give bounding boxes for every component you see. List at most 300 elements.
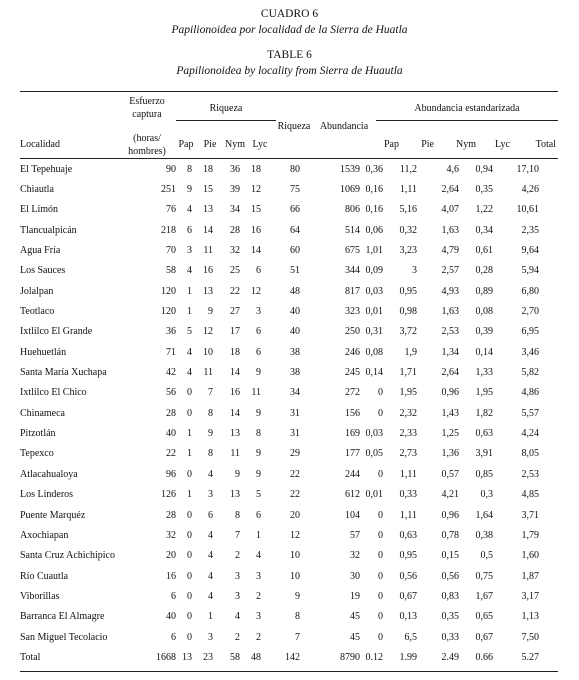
cell-total: 6,95 [521, 326, 539, 338]
header-lyc-est: Lyc [495, 139, 510, 150]
cell-lyc-est: 0,63 [475, 428, 493, 440]
header-esfuerzo-line2: captura [132, 108, 162, 120]
cell-nym: 18 [230, 346, 240, 358]
cell-localidad: Teotlaco [20, 306, 55, 318]
cell-pap: 0 [187, 570, 192, 582]
cell-pie-est: 2,33 [399, 428, 417, 440]
cell-riqueza: 31 [290, 407, 300, 419]
table-row [20, 586, 539, 606]
cell-lyc: 11 [251, 387, 261, 399]
cell-riqueza: 29 [290, 448, 300, 460]
cell-esfuerzo: 22 [166, 448, 176, 460]
cell-total: 1,13 [521, 611, 539, 623]
cell-pie: 3 [208, 631, 213, 643]
cell-pie-est: 3,23 [399, 245, 417, 257]
cell-total: 1,87 [521, 570, 539, 582]
cell-pap: 1 [187, 428, 192, 440]
cell-pie: 23 [203, 651, 213, 663]
cell-lyc: 1 [256, 529, 261, 541]
cell-nym: 14 [230, 367, 240, 379]
cell-lyc-est: 0,65 [475, 611, 493, 623]
cell-lyc-est: 0,35 [475, 184, 493, 196]
cell-lyc: 48 [251, 651, 261, 663]
cell-abundancia: 1539 [340, 163, 360, 175]
cell-abundancia: 272 [345, 387, 360, 399]
cell-pap-est: 0 [378, 407, 383, 419]
cell-pap: 1 [187, 306, 192, 318]
cell-pap-est: 0,06 [365, 224, 383, 236]
cell-pap: 0 [187, 550, 192, 562]
cell-total: 17,10 [516, 163, 539, 175]
cell-localidad: Barranca El Almagre [20, 611, 105, 623]
table-row [20, 546, 539, 566]
cell-esfuerzo: 40 [166, 428, 176, 440]
data-table [20, 159, 539, 668]
header-lyc: Lyc [252, 139, 268, 150]
cell-esfuerzo: 76 [166, 204, 176, 216]
total-row [20, 647, 539, 667]
cell-localidad: Agua Fría [20, 245, 61, 257]
cell-nym-est: 4,79 [441, 245, 459, 257]
cell-lyc-est: 1,64 [475, 509, 493, 521]
cell-total: 2,53 [521, 468, 539, 480]
header-nym-est: Nym [456, 139, 476, 150]
cell-abundancia: 169 [345, 428, 360, 440]
cell-lyc: 3 [256, 306, 261, 318]
table-row [20, 485, 539, 505]
cell-pap: 0 [187, 631, 192, 643]
table-row [20, 423, 539, 443]
cell-pap: 0 [187, 509, 192, 521]
table-row [20, 281, 539, 301]
cell-pie: 13 [203, 204, 213, 216]
cell-lyc-est: 1,33 [475, 367, 493, 379]
cell-pap-est: 0 [378, 631, 383, 643]
cell-nym-est: 2,64 [441, 367, 459, 379]
cell-lyc-est: 1,22 [475, 204, 493, 216]
cell-lyc: 6 [256, 326, 261, 338]
cell-nym-est: 0,96 [441, 387, 459, 399]
cell-lyc: 6 [256, 346, 261, 358]
cell-abundancia: 612 [345, 489, 360, 501]
cell-pap: 6 [187, 224, 192, 236]
cell-pie-est: 1,95 [399, 387, 417, 399]
cell-riqueza: 38 [290, 346, 300, 358]
cell-total: 5,94 [521, 265, 539, 277]
cell-lyc: 9 [256, 468, 261, 480]
cell-nym-est: 1,36 [441, 448, 459, 460]
cell-esfuerzo: 96 [166, 468, 176, 480]
cell-riqueza: 22 [290, 468, 300, 480]
cell-pap: 0 [187, 468, 192, 480]
cell-total: 3,46 [521, 346, 539, 358]
cell-pie-est: 0,32 [399, 224, 417, 236]
cell-pie: 15 [203, 184, 213, 196]
cell-pie: 9 [208, 306, 213, 318]
header-abundancia: Abundancia [319, 121, 369, 132]
cell-total: 5,57 [521, 407, 539, 419]
table-row [20, 403, 539, 423]
cell-abundancia: 675 [345, 245, 360, 257]
data-table-body [20, 159, 539, 668]
cell-lyc-est: 0,28 [475, 265, 493, 277]
cell-esfuerzo: 218 [161, 224, 176, 236]
cell-esfuerzo: 16 [166, 570, 176, 582]
cell-pie-est: 1,11 [399, 509, 417, 521]
cell-localidad: Ixtlilco El Grande [20, 326, 93, 338]
subtitle-spanish: Papilionoidea por localidad de la Sierra de Huatla [171, 24, 408, 36]
cell-nym-est: 0,83 [441, 590, 459, 602]
cell-nym: 32 [230, 245, 240, 257]
cell-pap-est: 0,14 [365, 367, 383, 379]
cell-riqueza: 48 [290, 285, 300, 297]
cell-nym: 28 [230, 224, 240, 236]
cell-localidad: Río Cuautla [20, 570, 69, 582]
cell-abundancia: 45 [350, 611, 360, 623]
cell-riqueza: 34 [290, 387, 300, 399]
cell-pie: 4 [208, 468, 213, 480]
cell-nym: 7 [235, 529, 240, 541]
cell-pap-est: 0,05 [365, 448, 383, 460]
cell-lyc-est: 1,67 [475, 590, 493, 602]
cell-pie: 8 [208, 407, 213, 419]
cell-localidad: Los Sauces [20, 265, 66, 277]
cell-total: 4,85 [521, 489, 539, 501]
cell-nym: 3 [235, 590, 240, 602]
cell-pap-est: 0,16 [365, 184, 383, 196]
table-row [20, 179, 539, 199]
cell-total: 1,79 [521, 529, 539, 541]
header-esfuerzo-line1: Esfuerzo [129, 96, 165, 107]
cell-esfuerzo: 42 [166, 367, 176, 379]
table-row [20, 505, 539, 525]
cell-abundancia: 177 [345, 448, 360, 460]
cell-nym: 2 [235, 631, 240, 643]
cell-nym: 22 [230, 285, 240, 297]
cell-pie-est: 1.99 [399, 651, 417, 663]
cell-abundancia: 514 [345, 224, 360, 236]
cell-pie: 6 [208, 509, 213, 521]
cell-pap-est: 0,16 [365, 204, 383, 216]
cell-total: 9,64 [521, 245, 539, 257]
cell-nym-est: 0,35 [441, 611, 459, 623]
table-row [20, 322, 539, 342]
cell-lyc: 4 [256, 550, 261, 562]
cell-total: 8,05 [521, 448, 539, 460]
cell-nym-est: 4,07 [441, 204, 459, 216]
cell-nym: 3 [235, 570, 240, 582]
cell-nym-est: 1,63 [441, 224, 459, 236]
cell-abundancia: 19 [350, 590, 360, 602]
cell-pie: 1 [208, 611, 213, 623]
cell-total: 3,71 [521, 509, 539, 521]
cell-total: 10,61 [516, 204, 539, 216]
cell-abundancia: 156 [345, 407, 360, 419]
cell-esfuerzo: 28 [166, 407, 176, 419]
cell-total: 3,17 [521, 590, 539, 602]
cell-pap-est: 0.12 [365, 651, 383, 663]
header-pie-est: Pie [421, 139, 434, 150]
cell-pap: 4 [187, 265, 192, 277]
header-pap-est: Pap [384, 139, 399, 150]
cell-pie-est: 0,95 [399, 285, 417, 297]
cell-lyc-est: 3,91 [475, 448, 493, 460]
cell-total: 1,60 [521, 550, 539, 562]
cell-nym-est: 0,78 [441, 529, 459, 541]
cell-localidad: El Tepehuaje [20, 163, 73, 175]
header-riqueza-group: Riqueza [209, 103, 243, 114]
cell-localidad: Total [20, 651, 41, 663]
cell-esfuerzo: 251 [161, 184, 176, 196]
header-riqueza: Riqueza [277, 121, 311, 132]
cell-pap: 5 [187, 326, 192, 338]
cell-pap: 1 [187, 448, 192, 460]
cell-nym: 14 [230, 407, 240, 419]
cell-pie-est: 1,11 [399, 184, 417, 196]
cell-pie: 12 [203, 326, 213, 338]
cell-pap-est: 0,08 [365, 346, 383, 358]
cell-riqueza: 7 [295, 631, 300, 643]
cell-pap-est: 0 [378, 550, 383, 562]
cell-esfuerzo: 70 [166, 245, 176, 257]
cell-abundancia: 245 [345, 367, 360, 379]
cell-esfuerzo: 40 [166, 611, 176, 623]
cell-riqueza: 20 [290, 509, 300, 521]
cell-nym-est: 1,63 [441, 306, 459, 318]
cell-pie-est: 2,32 [399, 407, 417, 419]
cell-lyc-est: 0,75 [475, 570, 493, 582]
cell-lyc: 9 [256, 448, 261, 460]
table-row [20, 261, 539, 281]
cell-pie-est: 6,5 [404, 631, 417, 643]
cell-nym: 25 [230, 265, 240, 277]
header-localidad: Localidad [20, 139, 60, 150]
cell-pie: 16 [203, 265, 213, 277]
cell-pap-est: 0,36 [365, 163, 383, 175]
cell-lyc: 2 [256, 590, 261, 602]
cell-abundancia: 1069 [340, 184, 360, 196]
cell-lyc-est: 0,67 [475, 631, 493, 643]
cell-lyc-est: 1,95 [475, 387, 493, 399]
cell-pap: 3 [187, 245, 192, 257]
cell-riqueza: 8 [295, 611, 300, 623]
cell-lyc: 18 [251, 163, 261, 175]
cell-pie-est: 0,98 [399, 306, 417, 318]
header-pie: Pie [203, 139, 217, 150]
cell-pie-est: 0,67 [399, 590, 417, 602]
cell-lyc-est: 0.66 [475, 651, 493, 663]
cell-pie-est: 2,73 [399, 448, 417, 460]
table-row [20, 240, 539, 260]
cell-pap-est: 0,31 [365, 326, 383, 338]
cell-riqueza: 38 [290, 367, 300, 379]
cell-localidad: Ixtlilco El Chico [20, 387, 87, 399]
cell-nym-est: 0,33 [441, 631, 459, 643]
table-row [20, 444, 539, 464]
cell-lyc: 2 [256, 631, 261, 643]
cell-pie: 11 [203, 245, 213, 257]
cell-esfuerzo: 120 [161, 306, 176, 318]
cell-pie: 13 [203, 285, 213, 297]
cell-esfuerzo: 56 [166, 387, 176, 399]
cell-pap: 4 [187, 204, 192, 216]
table-row [20, 627, 539, 647]
cell-lyc: 8 [256, 428, 261, 440]
cell-pie-est: 0,56 [399, 570, 417, 582]
cell-localidad: San Miguel Tecolacio [20, 631, 108, 643]
cell-pap-est: 0 [378, 611, 383, 623]
cell-esfuerzo: 120 [161, 285, 176, 297]
header-total: Total [535, 139, 556, 150]
rule-riqueza [176, 120, 276, 121]
cell-abundancia: 246 [345, 346, 360, 358]
cell-localidad: Axochiapan [20, 529, 69, 541]
cell-riqueza: 10 [290, 550, 300, 562]
header-abundancia-estandarizada: Abundancia estandarizada [414, 103, 520, 114]
cell-localidad: Santa Cruz Achichipico [20, 550, 115, 562]
table-row [20, 566, 539, 586]
cell-pie: 14 [203, 224, 213, 236]
cell-lyc-est: 0,3 [480, 489, 493, 501]
cell-riqueza: 80 [290, 163, 300, 175]
cell-esfuerzo: 20 [166, 550, 176, 562]
cell-pap-est: 0 [378, 570, 383, 582]
cell-riqueza: 142 [285, 651, 300, 663]
cell-pie-est: 0,13 [399, 611, 417, 623]
cell-esfuerzo: 71 [166, 346, 176, 358]
cell-nym-est: 1,25 [441, 428, 459, 440]
cell-localidad: Pitzotlán [20, 428, 56, 440]
cell-localidad: Huehuetlán [20, 346, 67, 358]
cell-total: 5,82 [521, 367, 539, 379]
cell-pie: 4 [208, 570, 213, 582]
header-hombres: hombres) [128, 145, 166, 157]
cell-abundancia: 323 [345, 306, 360, 318]
cell-abundancia: 817 [345, 285, 360, 297]
cell-lyc-est: 0,5 [480, 550, 493, 562]
cell-abundancia: 244 [345, 468, 360, 480]
cell-lyc: 6 [256, 265, 261, 277]
title-cuadro: CUADRO 6 [260, 8, 319, 20]
header-esfuerzo-units [118, 133, 176, 158]
cell-pie-est: 1,71 [399, 367, 417, 379]
cell-nym-est: 1,34 [441, 346, 459, 358]
cell-localidad: Chiautla [20, 184, 54, 196]
cell-pap: 0 [187, 387, 192, 399]
cell-abundancia: 30 [350, 570, 360, 582]
cell-nym: 39 [230, 184, 240, 196]
cell-pie: 4 [208, 590, 213, 602]
cell-nym: 8 [235, 509, 240, 521]
cell-nym-est: 2,57 [441, 265, 459, 277]
cell-riqueza: 40 [290, 306, 300, 318]
cell-pie: 4 [208, 529, 213, 541]
cell-lyc-est: 1,82 [475, 407, 493, 419]
table-row [20, 342, 539, 362]
cell-total: 2,35 [521, 224, 539, 236]
table-row [20, 159, 539, 179]
cell-pie-est: 0,63 [399, 529, 417, 541]
cell-pap-est: 0,01 [365, 489, 383, 501]
table-row [20, 607, 539, 627]
cell-pap-est: 0 [378, 529, 383, 541]
cell-nym-est: 4,6 [446, 163, 459, 175]
cell-pie-est: 3,72 [399, 326, 417, 338]
cell-nym: 17 [230, 326, 240, 338]
cell-pie: 7 [208, 387, 213, 399]
cell-esfuerzo: 32 [166, 529, 176, 541]
cell-riqueza: 66 [290, 204, 300, 216]
cell-pie: 10 [203, 346, 213, 358]
cell-riqueza: 9 [295, 590, 300, 602]
cell-lyc-est: 0,39 [475, 326, 493, 338]
cell-nym-est: 2,53 [441, 326, 459, 338]
cell-esfuerzo: 126 [161, 489, 176, 501]
cell-nym: 27 [230, 306, 240, 318]
cell-lyc: 14 [251, 245, 261, 257]
cell-localidad: Chinameca [20, 407, 65, 419]
cell-abundancia: 45 [350, 631, 360, 643]
cell-pap-est: 0 [378, 509, 383, 521]
table-row [20, 525, 539, 545]
cell-pap: 1 [187, 285, 192, 297]
cell-pie: 18 [203, 163, 213, 175]
cell-pap-est: 0,01 [365, 306, 383, 318]
cell-pap: 1 [187, 489, 192, 501]
cell-pie: 8 [208, 448, 213, 460]
subtitle-english: Papilionoidea by locality from Sierra de Huautla [176, 65, 403, 77]
cell-nym: 13 [230, 489, 240, 501]
cell-nym: 36 [230, 163, 240, 175]
cell-total: 4,86 [521, 387, 539, 399]
cell-pie: 9 [208, 428, 213, 440]
cell-nym: 13 [230, 428, 240, 440]
cell-pap-est: 1,01 [365, 245, 383, 257]
cell-localidad: Santa María Xuchapa [20, 367, 107, 379]
cell-riqueza: 10 [290, 570, 300, 582]
cell-localidad: Tepexco [20, 448, 54, 460]
cell-pie-est: 11,2 [399, 163, 417, 175]
cell-pap-est: 0 [378, 590, 383, 602]
cell-nym: 4 [235, 611, 240, 623]
cell-nym-est: 2,64 [441, 184, 459, 196]
cell-esfuerzo: 28 [166, 509, 176, 521]
cell-esfuerzo: 6 [171, 631, 176, 643]
cell-lyc: 12 [251, 184, 261, 196]
cell-pie: 11 [203, 367, 213, 379]
cell-nym: 16 [230, 387, 240, 399]
table-row [20, 362, 539, 382]
cell-nym: 58 [230, 651, 240, 663]
cell-lyc: 15 [251, 204, 261, 216]
cell-lyc-est: 0,85 [475, 468, 493, 480]
cell-lyc-est: 0,38 [475, 529, 493, 541]
cell-nym: 2 [235, 550, 240, 562]
cell-nym-est: 2.49 [441, 651, 459, 663]
cell-pie-est: 1,11 [399, 468, 417, 480]
cell-localidad: Puente Marquéz [20, 509, 86, 521]
cell-pie: 4 [208, 550, 213, 562]
cell-lyc: 12 [251, 285, 261, 297]
cell-abundancia: 344 [345, 265, 360, 277]
cell-pie-est: 0,33 [399, 489, 417, 501]
cell-abundancia: 32 [350, 550, 360, 562]
table-row [20, 220, 539, 240]
cell-esfuerzo: 1668 [156, 651, 176, 663]
cell-esfuerzo: 90 [166, 163, 176, 175]
cell-lyc: 9 [256, 407, 261, 419]
header-esfuerzo [118, 96, 176, 121]
